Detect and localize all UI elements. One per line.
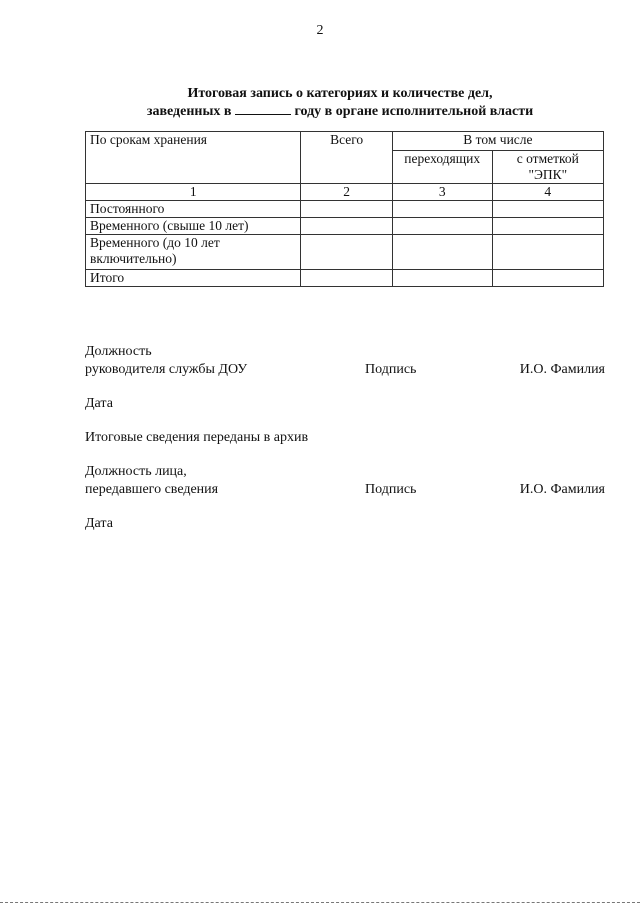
- header-transferring: переходящих: [392, 151, 492, 184]
- signature-line: [85, 481, 605, 499]
- signature-line: [85, 361, 605, 379]
- header-epk: [492, 151, 603, 184]
- column-number: 4: [492, 184, 603, 201]
- heading-line-2: [80, 102, 600, 120]
- header-epk-line-2: "ЭПК": [528, 167, 568, 182]
- name-label: И.О. Фамилия: [519, 362, 605, 377]
- position-title-line-2: передавшего сведения: [85, 482, 219, 497]
- cell-epk[interactable]: [492, 201, 603, 218]
- column-number: 1: [86, 184, 301, 201]
- position-title-line-1: Должность: [85, 344, 152, 359]
- cell-total[interactable]: [301, 235, 392, 270]
- name-label: И.О. Фамилия: [519, 482, 605, 497]
- row-label-line-1: Временного (до 10 лет: [90, 235, 220, 250]
- row-label-temporary-over-10: Временного (свыше 10 лет): [86, 218, 301, 235]
- table-row: [86, 235, 604, 270]
- scan-edge-divider: [0, 902, 640, 903]
- cell-transferring[interactable]: [392, 218, 492, 235]
- table-header-row: [86, 132, 604, 151]
- heading-line-2-end: году в органе исполнительной власти: [294, 104, 534, 119]
- heading-line-2-start: заведенных в: [146, 104, 232, 119]
- signature-label: Подпись: [365, 482, 417, 497]
- heading-line-1: Итоговая запись о категориях и количестве дел,: [187, 86, 493, 101]
- header-epk-line-1: с отметкой: [516, 151, 579, 166]
- cell-total[interactable]: [301, 270, 392, 287]
- table-row: [86, 270, 604, 287]
- cell-transferring[interactable]: [392, 235, 492, 270]
- cell-transferring[interactable]: [392, 201, 492, 218]
- cell-transferring[interactable]: [392, 270, 492, 287]
- archive-transfer-note: Итоговые сведения переданы в архив: [85, 430, 309, 445]
- row-label-total: Итого: [86, 270, 301, 287]
- column-number: 3: [392, 184, 492, 201]
- date-label: Дата: [85, 396, 113, 411]
- table-row: [86, 201, 604, 218]
- table-row: [86, 218, 604, 235]
- signature-block-transmitter: [85, 463, 605, 499]
- records-summary-table: [85, 131, 604, 287]
- page-number: 2: [316, 23, 324, 38]
- header-including: В том числе: [392, 132, 603, 151]
- cell-total[interactable]: [301, 218, 392, 235]
- row-label-temporary-up-to-10: [86, 235, 301, 270]
- header-storage-period: По срокам хранения: [86, 132, 301, 184]
- row-label-permanent: Постоянного: [86, 201, 301, 218]
- signature-label: Подпись: [365, 362, 417, 377]
- header-total: Всего: [301, 132, 392, 184]
- signature-block-dou-head: [85, 343, 605, 379]
- position-title-line-1: Должность лица,: [85, 464, 187, 479]
- document-heading: [80, 85, 600, 120]
- row-label-line-2: включительно): [90, 251, 177, 266]
- position-title-line-2: руководителя службы ДОУ: [85, 362, 248, 377]
- cell-total[interactable]: [301, 201, 392, 218]
- cell-epk[interactable]: [492, 235, 603, 270]
- cell-epk[interactable]: [492, 218, 603, 235]
- year-blank-field[interactable]: [235, 102, 291, 115]
- cell-epk[interactable]: [492, 270, 603, 287]
- column-number-row: [86, 184, 604, 201]
- column-number: 2: [301, 184, 392, 201]
- date-label: Дата: [85, 516, 113, 531]
